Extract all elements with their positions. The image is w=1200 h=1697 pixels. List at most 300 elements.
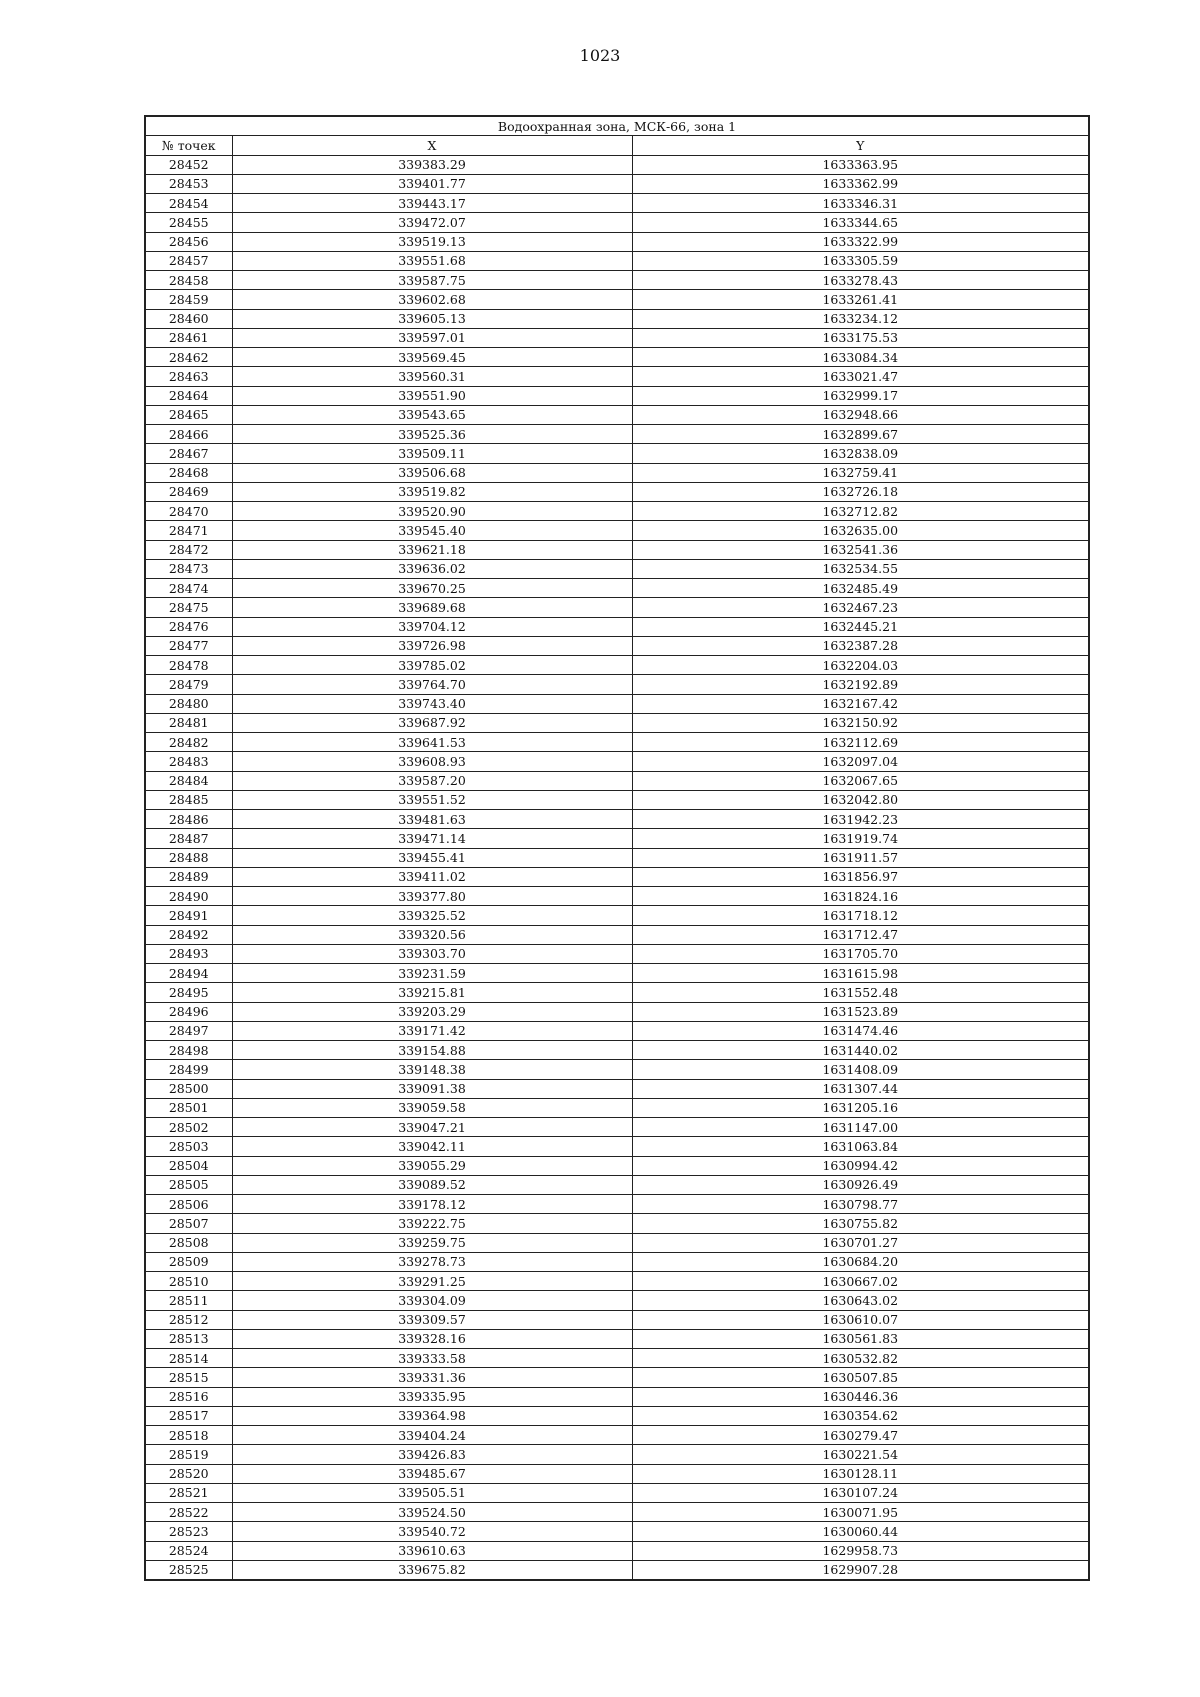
cell-x: 339551.68 <box>232 251 632 270</box>
cell-x: 339505.51 <box>232 1483 632 1502</box>
table-row <box>145 848 1089 867</box>
cell-point-number: 28461 <box>145 328 232 347</box>
cell-point-number: 28479 <box>145 675 232 694</box>
table-row <box>145 251 1089 270</box>
cell-x: 339309.57 <box>232 1310 632 1329</box>
cell-x: 339525.36 <box>232 425 632 444</box>
table-row <box>145 887 1089 906</box>
coordinates-table <box>144 115 1090 1581</box>
cell-point-number: 28491 <box>145 906 232 925</box>
cell-y: 1630279.47 <box>632 1426 1089 1445</box>
cell-x: 339621.18 <box>232 540 632 559</box>
cell-x: 339545.40 <box>232 521 632 540</box>
cell-point-number: 28453 <box>145 174 232 193</box>
cell-point-number: 28512 <box>145 1310 232 1329</box>
cell-point-number: 28522 <box>145 1503 232 1522</box>
table-row <box>145 983 1089 1002</box>
cell-point-number: 28498 <box>145 1041 232 1060</box>
cell-point-number: 28496 <box>145 1002 232 1021</box>
cell-y: 1632042.80 <box>632 790 1089 809</box>
cell-x: 339641.53 <box>232 733 632 752</box>
cell-point-number: 28481 <box>145 713 232 732</box>
cell-x: 339331.36 <box>232 1368 632 1387</box>
cell-point-number: 28494 <box>145 964 232 983</box>
cell-y: 1630128.11 <box>632 1464 1089 1483</box>
cell-x: 339178.12 <box>232 1195 632 1214</box>
cell-y: 1631824.16 <box>632 887 1089 906</box>
cell-x: 339587.20 <box>232 771 632 790</box>
table-row <box>145 810 1089 829</box>
table-row <box>145 559 1089 578</box>
table-row <box>145 1079 1089 1098</box>
cell-y: 1633363.95 <box>632 155 1089 174</box>
cell-y: 1631712.47 <box>632 925 1089 944</box>
cell-y: 1630532.82 <box>632 1349 1089 1368</box>
table-row <box>145 694 1089 713</box>
table-row <box>145 906 1089 925</box>
table-row <box>145 1272 1089 1291</box>
cell-point-number: 28499 <box>145 1060 232 1079</box>
cell-point-number: 28506 <box>145 1195 232 1214</box>
cell-x: 339328.16 <box>232 1329 632 1348</box>
header-x: X <box>232 136 632 155</box>
cell-y: 1631307.44 <box>632 1079 1089 1098</box>
cell-y: 1632167.42 <box>632 694 1089 713</box>
table-row <box>145 309 1089 328</box>
cell-point-number: 28468 <box>145 463 232 482</box>
cell-y: 1632635.00 <box>632 521 1089 540</box>
table-row <box>145 213 1089 232</box>
table-row <box>145 867 1089 886</box>
cell-y: 1629958.73 <box>632 1541 1089 1560</box>
table-row <box>145 1060 1089 1079</box>
cell-x: 339485.67 <box>232 1464 632 1483</box>
cell-x: 339291.25 <box>232 1272 632 1291</box>
table-row <box>145 405 1089 424</box>
cell-y: 1632067.65 <box>632 771 1089 790</box>
table-row <box>145 271 1089 290</box>
cell-x: 339042.11 <box>232 1137 632 1156</box>
cell-point-number: 28503 <box>145 1137 232 1156</box>
cell-y: 1633234.12 <box>632 309 1089 328</box>
cell-y: 1633261.41 <box>632 290 1089 309</box>
cell-point-number: 28511 <box>145 1291 232 1310</box>
table-row <box>145 1329 1089 1348</box>
table-row <box>145 1214 1089 1233</box>
cell-point-number: 28508 <box>145 1233 232 1252</box>
cell-point-number: 28485 <box>145 790 232 809</box>
table-row <box>145 790 1089 809</box>
cell-x: 339222.75 <box>232 1214 632 1233</box>
cell-y: 1630701.27 <box>632 1233 1089 1252</box>
cell-point-number: 28513 <box>145 1329 232 1348</box>
cell-y: 1631523.89 <box>632 1002 1089 1021</box>
table-row <box>145 328 1089 347</box>
cell-point-number: 28478 <box>145 656 232 675</box>
cell-x: 339675.82 <box>232 1560 632 1580</box>
table-row <box>145 1522 1089 1541</box>
cell-y: 1631440.02 <box>632 1041 1089 1060</box>
cell-y: 1632541.36 <box>632 540 1089 559</box>
cell-point-number: 28518 <box>145 1426 232 1445</box>
cell-point-number: 28510 <box>145 1272 232 1291</box>
cell-y: 1632467.23 <box>632 598 1089 617</box>
cell-point-number: 28465 <box>145 405 232 424</box>
cell-x: 339303.70 <box>232 944 632 963</box>
cell-x: 339764.70 <box>232 675 632 694</box>
cell-y: 1631718.12 <box>632 906 1089 925</box>
cell-point-number: 28507 <box>145 1214 232 1233</box>
cell-y: 1632712.82 <box>632 502 1089 521</box>
table-row <box>145 1195 1089 1214</box>
table-row <box>145 1252 1089 1271</box>
cell-point-number: 28515 <box>145 1368 232 1387</box>
cell-point-number: 28497 <box>145 1021 232 1040</box>
cell-x: 339785.02 <box>232 656 632 675</box>
cell-point-number: 28502 <box>145 1118 232 1137</box>
cell-point-number: 28520 <box>145 1464 232 1483</box>
table-row <box>145 540 1089 559</box>
cell-point-number: 28454 <box>145 194 232 213</box>
table-row <box>145 1310 1089 1329</box>
table-row <box>145 1137 1089 1156</box>
header-point-number: № точек <box>145 136 232 155</box>
cell-y: 1630798.77 <box>632 1195 1089 1214</box>
cell-y: 1632387.28 <box>632 636 1089 655</box>
cell-y: 1630060.44 <box>632 1522 1089 1541</box>
cell-point-number: 28457 <box>145 251 232 270</box>
cell-x: 339519.82 <box>232 482 632 501</box>
table-row <box>145 155 1089 174</box>
cell-x: 339551.90 <box>232 386 632 405</box>
cell-y: 1631705.70 <box>632 944 1089 963</box>
cell-y: 1633084.34 <box>632 348 1089 367</box>
table-row <box>145 1291 1089 1310</box>
header-y: Y <box>632 136 1089 155</box>
table-row <box>145 367 1089 386</box>
cell-y: 1633344.65 <box>632 213 1089 232</box>
cell-y: 1630561.83 <box>632 1329 1089 1348</box>
cell-point-number: 28469 <box>145 482 232 501</box>
table-row <box>145 348 1089 367</box>
cell-x: 339278.73 <box>232 1252 632 1271</box>
cell-x: 339551.52 <box>232 790 632 809</box>
cell-x: 339383.29 <box>232 155 632 174</box>
cell-y: 1631942.23 <box>632 810 1089 829</box>
cell-x: 339154.88 <box>232 1041 632 1060</box>
cell-x: 339605.13 <box>232 309 632 328</box>
table-row <box>145 1041 1089 1060</box>
cell-y: 1630107.24 <box>632 1483 1089 1502</box>
table-row <box>145 1464 1089 1483</box>
cell-y: 1632112.69 <box>632 733 1089 752</box>
cell-y: 1630643.02 <box>632 1291 1089 1310</box>
table-row <box>145 1445 1089 1464</box>
table-row <box>145 1156 1089 1175</box>
cell-y: 1631205.16 <box>632 1098 1089 1117</box>
cell-point-number: 28486 <box>145 810 232 829</box>
cell-point-number: 28514 <box>145 1349 232 1368</box>
cell-point-number: 28501 <box>145 1098 232 1117</box>
cell-point-number: 28464 <box>145 386 232 405</box>
cell-x: 339231.59 <box>232 964 632 983</box>
cell-point-number: 28505 <box>145 1175 232 1194</box>
cell-x: 339726.98 <box>232 636 632 655</box>
cell-point-number: 28456 <box>145 232 232 251</box>
cell-point-number: 28459 <box>145 290 232 309</box>
cell-point-number: 28516 <box>145 1387 232 1406</box>
cell-point-number: 28471 <box>145 521 232 540</box>
cell-x: 339325.52 <box>232 906 632 925</box>
cell-x: 339543.65 <box>232 405 632 424</box>
table-row <box>145 752 1089 771</box>
cell-y: 1630926.49 <box>632 1175 1089 1194</box>
table-row <box>145 1175 1089 1194</box>
cell-point-number: 28525 <box>145 1560 232 1580</box>
table-row <box>145 925 1089 944</box>
cell-y: 1633346.31 <box>632 194 1089 213</box>
cell-point-number: 28504 <box>145 1156 232 1175</box>
cell-x: 339597.01 <box>232 328 632 347</box>
table-row <box>145 1503 1089 1522</box>
cell-x: 339743.40 <box>232 694 632 713</box>
cell-x: 339047.21 <box>232 1118 632 1137</box>
cell-point-number: 28524 <box>145 1541 232 1560</box>
cell-x: 339610.63 <box>232 1541 632 1560</box>
table-row <box>145 771 1089 790</box>
table-caption: Водоохранная зона, МСК-66, зона 1 <box>145 116 1089 136</box>
cell-point-number: 28452 <box>145 155 232 174</box>
cell-point-number: 28519 <box>145 1445 232 1464</box>
cell-point-number: 28482 <box>145 733 232 752</box>
cell-y: 1633362.99 <box>632 174 1089 193</box>
cell-y: 1631615.98 <box>632 964 1089 983</box>
cell-y: 1631063.84 <box>632 1137 1089 1156</box>
table-row <box>145 1098 1089 1117</box>
cell-x: 339364.98 <box>232 1406 632 1425</box>
table-row <box>145 386 1089 405</box>
cell-x: 339509.11 <box>232 444 632 463</box>
cell-x: 339602.68 <box>232 290 632 309</box>
table-row <box>145 1349 1089 1368</box>
cell-point-number: 28493 <box>145 944 232 963</box>
cell-x: 339203.29 <box>232 1002 632 1021</box>
cell-point-number: 28476 <box>145 617 232 636</box>
cell-x: 339670.25 <box>232 579 632 598</box>
cell-point-number: 28470 <box>145 502 232 521</box>
cell-y: 1632097.04 <box>632 752 1089 771</box>
table-row <box>145 713 1089 732</box>
cell-x: 339560.31 <box>232 367 632 386</box>
cell-y: 1633278.43 <box>632 271 1089 290</box>
cell-y: 1633305.59 <box>632 251 1089 270</box>
table-row <box>145 1118 1089 1137</box>
cell-y: 1629907.28 <box>632 1560 1089 1580</box>
cell-y: 1630610.07 <box>632 1310 1089 1329</box>
cell-point-number: 28523 <box>145 1522 232 1541</box>
cell-x: 339333.58 <box>232 1349 632 1368</box>
cell-point-number: 28521 <box>145 1483 232 1502</box>
cell-y: 1632485.49 <box>632 579 1089 598</box>
cell-y: 1630446.36 <box>632 1387 1089 1406</box>
table-header-row <box>145 136 1089 155</box>
cell-y: 1632150.92 <box>632 713 1089 732</box>
cell-x: 339704.12 <box>232 617 632 636</box>
cell-x: 339471.14 <box>232 829 632 848</box>
cell-y: 1631147.00 <box>632 1118 1089 1137</box>
cell-y: 1630507.85 <box>632 1368 1089 1387</box>
cell-x: 339519.13 <box>232 232 632 251</box>
cell-point-number: 28458 <box>145 271 232 290</box>
cell-y: 1632999.17 <box>632 386 1089 405</box>
cell-y: 1632726.18 <box>632 482 1089 501</box>
cell-x: 339455.41 <box>232 848 632 867</box>
table-row <box>145 232 1089 251</box>
cell-y: 1630684.20 <box>632 1252 1089 1271</box>
table-row <box>145 463 1089 482</box>
cell-y: 1631474.46 <box>632 1021 1089 1040</box>
cell-y: 1632759.41 <box>632 463 1089 482</box>
cell-point-number: 28492 <box>145 925 232 944</box>
cell-point-number: 28487 <box>145 829 232 848</box>
cell-x: 339608.93 <box>232 752 632 771</box>
cell-x: 339687.92 <box>232 713 632 732</box>
cell-point-number: 28475 <box>145 598 232 617</box>
cell-x: 339335.95 <box>232 1387 632 1406</box>
cell-x: 339320.56 <box>232 925 632 944</box>
cell-y: 1630071.95 <box>632 1503 1089 1522</box>
cell-x: 339426.83 <box>232 1445 632 1464</box>
cell-y: 1630221.54 <box>632 1445 1089 1464</box>
cell-y: 1630755.82 <box>632 1214 1089 1233</box>
table-row <box>145 521 1089 540</box>
cell-point-number: 28463 <box>145 367 232 386</box>
cell-x: 339587.75 <box>232 271 632 290</box>
cell-x: 339055.29 <box>232 1156 632 1175</box>
table-row <box>145 636 1089 655</box>
cell-point-number: 28489 <box>145 867 232 886</box>
cell-y: 1632838.09 <box>632 444 1089 463</box>
cell-x: 339689.68 <box>232 598 632 617</box>
table-row <box>145 829 1089 848</box>
cell-point-number: 28500 <box>145 1079 232 1098</box>
cell-y: 1632948.66 <box>632 405 1089 424</box>
cell-x: 339443.17 <box>232 194 632 213</box>
cell-x: 339171.42 <box>232 1021 632 1040</box>
cell-y: 1632534.55 <box>632 559 1089 578</box>
cell-x: 339377.80 <box>232 887 632 906</box>
cell-x: 339304.09 <box>232 1291 632 1310</box>
cell-x: 339636.02 <box>232 559 632 578</box>
cell-point-number: 28462 <box>145 348 232 367</box>
table-row <box>145 1426 1089 1445</box>
cell-x: 339059.58 <box>232 1098 632 1117</box>
cell-x: 339481.63 <box>232 810 632 829</box>
table-row <box>145 1368 1089 1387</box>
table-row <box>145 1541 1089 1560</box>
cell-y: 1633175.53 <box>632 328 1089 347</box>
table-row <box>145 194 1089 213</box>
cell-point-number: 28477 <box>145 636 232 655</box>
cell-point-number: 28455 <box>145 213 232 232</box>
table-row <box>145 964 1089 983</box>
cell-point-number: 28473 <box>145 559 232 578</box>
cell-x: 339472.07 <box>232 213 632 232</box>
table-row <box>145 656 1089 675</box>
table-body <box>145 155 1089 1580</box>
cell-x: 339506.68 <box>232 463 632 482</box>
cell-point-number: 28474 <box>145 579 232 598</box>
cell-x: 339259.75 <box>232 1233 632 1252</box>
table-row <box>145 675 1089 694</box>
cell-x: 339411.02 <box>232 867 632 886</box>
table-row <box>145 579 1089 598</box>
cell-point-number: 28466 <box>145 425 232 444</box>
table-row <box>145 733 1089 752</box>
cell-point-number: 28517 <box>145 1406 232 1425</box>
cell-x: 339520.90 <box>232 502 632 521</box>
cell-x: 339089.52 <box>232 1175 632 1194</box>
cell-x: 339569.45 <box>232 348 632 367</box>
cell-y: 1630994.42 <box>632 1156 1089 1175</box>
cell-point-number: 28488 <box>145 848 232 867</box>
cell-point-number: 28483 <box>145 752 232 771</box>
cell-x: 339401.77 <box>232 174 632 193</box>
table-row <box>145 598 1089 617</box>
table-row <box>145 944 1089 963</box>
cell-y: 1631552.48 <box>632 983 1089 1002</box>
cell-y: 1632899.67 <box>632 425 1089 444</box>
cell-point-number: 28460 <box>145 309 232 328</box>
cell-y: 1632192.89 <box>632 675 1089 694</box>
cell-y: 1633021.47 <box>632 367 1089 386</box>
cell-x: 339540.72 <box>232 1522 632 1541</box>
table-row <box>145 425 1089 444</box>
table-row <box>145 1406 1089 1425</box>
table-row <box>145 1233 1089 1252</box>
cell-y: 1632445.21 <box>632 617 1089 636</box>
cell-point-number: 28480 <box>145 694 232 713</box>
table-row <box>145 1387 1089 1406</box>
cell-point-number: 28467 <box>145 444 232 463</box>
cell-x: 339404.24 <box>232 1426 632 1445</box>
cell-point-number: 28484 <box>145 771 232 790</box>
cell-y: 1631919.74 <box>632 829 1089 848</box>
table-row <box>145 290 1089 309</box>
cell-x: 339524.50 <box>232 1503 632 1522</box>
cell-x: 339091.38 <box>232 1079 632 1098</box>
cell-y: 1631911.57 <box>632 848 1089 867</box>
cell-y: 1631408.09 <box>632 1060 1089 1079</box>
cell-point-number: 28472 <box>145 540 232 559</box>
table-row <box>145 444 1089 463</box>
cell-x: 339215.81 <box>232 983 632 1002</box>
table-row <box>145 617 1089 636</box>
cell-point-number: 28509 <box>145 1252 232 1271</box>
table-row <box>145 482 1089 501</box>
table-row <box>145 1560 1089 1580</box>
cell-point-number: 28490 <box>145 887 232 906</box>
table-row <box>145 502 1089 521</box>
table-row <box>145 1002 1089 1021</box>
cell-y: 1630667.02 <box>632 1272 1089 1291</box>
page-number: 1023 <box>579 46 621 65</box>
table-row <box>145 1483 1089 1502</box>
cell-y: 1633322.99 <box>632 232 1089 251</box>
cell-y: 1631856.97 <box>632 867 1089 886</box>
cell-y: 1632204.03 <box>632 656 1089 675</box>
cell-point-number: 28495 <box>145 983 232 1002</box>
